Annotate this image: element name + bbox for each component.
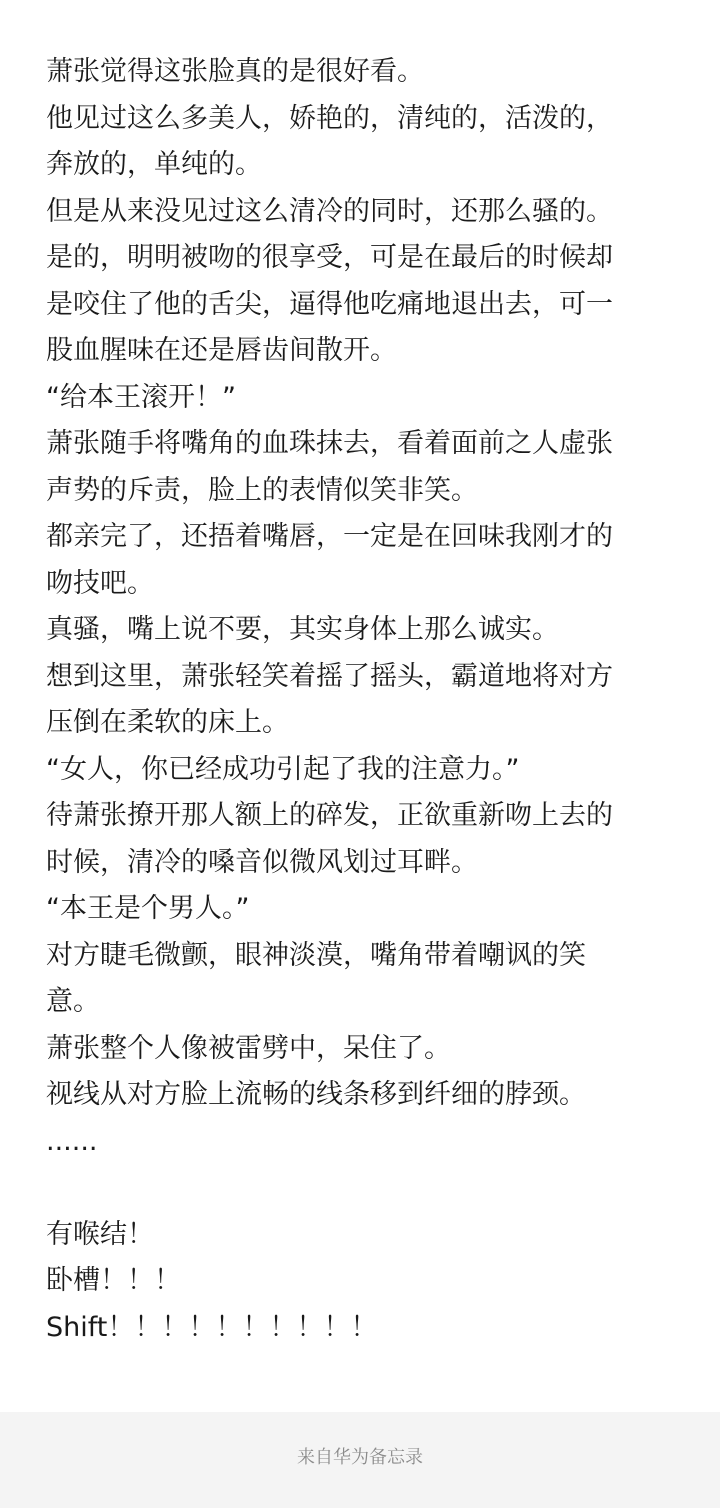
note-line: 压倒在柔软的床上。	[46, 707, 289, 738]
note-line: 对方睫毛微颤，眼神淡漠，嘴角带着嘲讽的笑	[46, 939, 586, 971]
note-line: 是咬住了他的舌尖，逼得他吃痛地退出去，可一	[46, 288, 613, 320]
note-line: 是的，明明被吻的很享受，可是在最后的时候却	[46, 242, 613, 273]
note-line: “女人，你已经成功引起了我的注意力。”	[46, 753, 520, 785]
note-line: Shift！！！！！！！！！！	[46, 1311, 378, 1343]
note-line: 吻技吧。	[46, 567, 154, 599]
note-line: 股血腥味在还是唇齿间散开。	[46, 335, 397, 366]
note-line: 声势的斥责，脸上的表情似笑非笑。	[46, 474, 478, 506]
note-line: 待萧张撩开那人额上的碎发，正欲重新吻上去的	[46, 800, 613, 831]
footer-bar	[0, 1412, 720, 1508]
note-line: 意。	[46, 986, 100, 1017]
note-line: ......	[46, 1125, 98, 1157]
note-line: 萧张觉得这张脸真的是很好看。	[46, 56, 424, 87]
note-line: “给本王滚开！”	[46, 381, 236, 413]
note-body-text	[46, 49, 686, 1351]
note-line: 卧槽！！！	[46, 1265, 181, 1296]
note-line: 都亲完了，还捂着嘴唇，一定是在回味我刚才的	[46, 521, 613, 552]
note-line: 视线从对方脸上流畅的线条移到纤细的脖颈。	[46, 1079, 586, 1110]
note-line: 真骚，嘴上说不要，其实身体上那么诚实。	[46, 614, 559, 645]
note-line: 有喉结！	[46, 1218, 154, 1250]
note-line: 萧张整个人像被雷劈中，呆住了。	[46, 1032, 451, 1064]
footer-source-label: 来自华为备忘录	[297, 1447, 423, 1468]
note-line: “本王是个男人。”	[46, 893, 250, 924]
note-line: 萧张随手将嘴角的血珠抹去，看着面前之人虚张	[46, 428, 613, 459]
note-line: 奔放的，单纯的。	[46, 149, 262, 180]
note-line: 他见过这么多美人，娇艳的，清纯的，活泼的，	[46, 102, 613, 134]
note-line: 想到这里，萧张轻笑着摇了摇头，霸道地将对方	[46, 660, 613, 692]
note-line	[46, 1165, 686, 1212]
note-line: 但是从来没见过这么清冷的同时，还那么骚的。	[46, 195, 613, 227]
note-line: 时候，清冷的嗓音似微风划过耳畔。	[46, 846, 478, 878]
